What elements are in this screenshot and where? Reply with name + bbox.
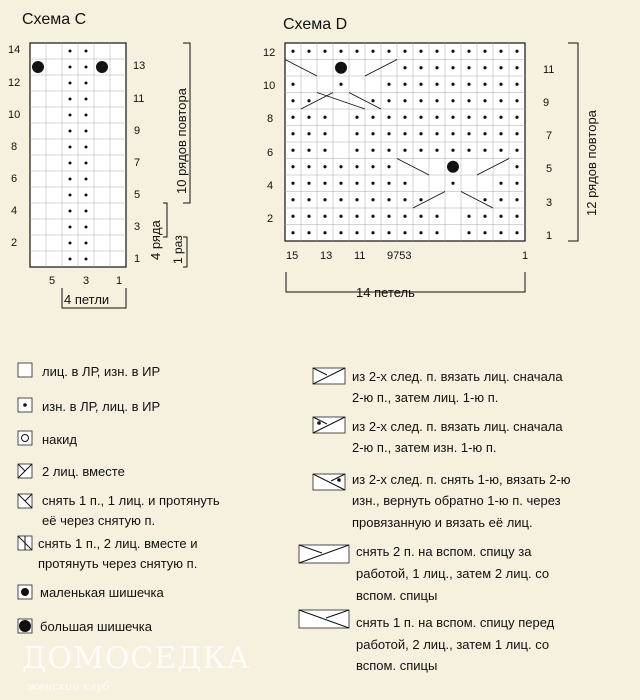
purl-dot xyxy=(291,231,294,234)
stitches-label: 14 петель xyxy=(356,285,415,300)
purl-dot xyxy=(355,198,358,201)
purl-dot xyxy=(387,116,390,119)
purl-dot xyxy=(371,198,374,201)
purl-dot xyxy=(339,83,342,86)
purl-dot xyxy=(339,50,342,53)
column-number: 1 xyxy=(522,250,529,262)
purl-dot xyxy=(371,132,374,135)
cross-knit-icon xyxy=(313,368,345,384)
purl-dot xyxy=(483,231,486,234)
purl-dot xyxy=(499,50,502,53)
purl-dot xyxy=(403,231,406,234)
row-number: 2 xyxy=(267,213,274,225)
purl-dot xyxy=(355,231,358,234)
purl-dot xyxy=(387,50,390,53)
purl-dot xyxy=(403,66,406,69)
purl-dot xyxy=(85,194,88,197)
rows4-label: 4 ряда xyxy=(148,220,163,260)
purl-dot xyxy=(515,149,518,152)
watermark-subtitle: женский клуб xyxy=(26,680,110,693)
purl-dot xyxy=(419,116,422,119)
purl-dot xyxy=(451,66,454,69)
purl-dot xyxy=(451,182,454,185)
purl-dot xyxy=(339,198,342,201)
purl-dot xyxy=(307,50,310,53)
schema-c xyxy=(8,11,190,308)
legend-text: работой, 2 лиц., затем 1 лиц. со xyxy=(356,637,550,652)
row-number: 12 xyxy=(8,77,21,89)
cross-slip-icon xyxy=(313,474,345,490)
purl-dot xyxy=(69,50,72,53)
circle-square-icon xyxy=(18,431,32,445)
row-number: 3 xyxy=(134,221,141,233)
purl-dot xyxy=(355,215,358,218)
schema-c-row-numbers-right xyxy=(133,60,145,265)
purl-dot xyxy=(483,149,486,152)
purl-dot xyxy=(467,132,470,135)
purl-dot xyxy=(387,165,390,168)
purl-dot xyxy=(403,116,406,119)
row-number: 13 xyxy=(133,60,146,72)
watermark xyxy=(22,641,250,693)
purl-dot xyxy=(515,99,518,102)
stitches-label: 4 петли xyxy=(64,292,110,307)
purl-dot xyxy=(69,146,72,149)
purl-dot xyxy=(515,198,518,201)
purl-dot xyxy=(69,242,72,245)
legend-text: лиц. в ЛР, изн. в ИР xyxy=(42,364,161,379)
purl-dot xyxy=(419,215,422,218)
purl-dot xyxy=(403,149,406,152)
purl-dot xyxy=(403,99,406,102)
purl-dot xyxy=(403,198,406,201)
legend-text: большая шишечка xyxy=(40,619,152,634)
purl-dot xyxy=(291,83,294,86)
purl-dot xyxy=(451,132,454,135)
purl-dot xyxy=(483,215,486,218)
purl-dot xyxy=(323,50,326,53)
purl-dot xyxy=(85,130,88,133)
purl-dot xyxy=(69,194,72,197)
purl-dot xyxy=(499,198,502,201)
legend-text: работой, 1 лиц., затем 2 лиц. со xyxy=(356,566,550,581)
row-number: 6 xyxy=(267,147,274,159)
legend-text: снять 1 п., 2 лиц. вместе и xyxy=(38,536,198,551)
purl-dot xyxy=(355,149,358,152)
legend-text: 2 лиц. вместе xyxy=(42,464,125,479)
row-number: 9 xyxy=(134,125,141,137)
legend-text: снять 2 п. на вспом. спицу за xyxy=(356,544,532,559)
purl-dot xyxy=(451,83,454,86)
schema-c-row-numbers-left xyxy=(8,44,20,249)
purl-dot xyxy=(435,215,438,218)
purl-dot xyxy=(483,66,486,69)
purl-dot xyxy=(307,198,310,201)
purl-dot xyxy=(435,149,438,152)
purl-dot xyxy=(69,210,72,213)
schema-d-grid xyxy=(285,43,525,241)
purl-dot xyxy=(291,215,294,218)
purl-dot xyxy=(355,116,358,119)
purl-dot xyxy=(69,258,72,261)
purl-dot xyxy=(85,210,88,213)
purl-dot xyxy=(499,116,502,119)
purl-dot xyxy=(69,66,72,69)
purl-dot xyxy=(387,132,390,135)
purl-dot xyxy=(515,66,518,69)
column-number: 1 xyxy=(116,275,123,287)
purl-dot xyxy=(307,182,310,185)
legend-text: снять 1 п. на вспом. спицу перед xyxy=(356,615,555,630)
purl-dot xyxy=(451,99,454,102)
row-number: 3 xyxy=(546,197,553,209)
purl-dot xyxy=(515,116,518,119)
legend-text: её через снятую п. xyxy=(42,513,156,528)
purl-dot xyxy=(387,99,390,102)
purl-dot xyxy=(403,50,406,53)
purl-dot xyxy=(291,99,294,102)
purl-dot xyxy=(403,132,406,135)
schema-d-title: Схема D xyxy=(283,16,348,33)
purl-dot xyxy=(499,66,502,69)
legend-text: 2-ю п., затем лиц. 1-ю п. xyxy=(352,390,499,405)
purl-dot xyxy=(69,226,72,229)
purl-dot xyxy=(339,215,342,218)
column-number: 15 xyxy=(286,250,299,262)
dot-square-icon xyxy=(18,398,32,412)
purl-dot xyxy=(291,50,294,53)
large-bobble xyxy=(96,61,108,73)
purl-dot xyxy=(387,149,390,152)
purl-dot xyxy=(371,231,374,234)
purl-dot xyxy=(323,198,326,201)
row-number: 4 xyxy=(11,205,18,217)
column-number: 3 xyxy=(83,275,90,287)
purl-dot xyxy=(85,50,88,53)
purl-dot xyxy=(467,231,470,234)
schema-d-row-numbers-left xyxy=(263,47,275,225)
purl-dot xyxy=(483,50,486,53)
schema-c-column-numbers xyxy=(49,275,122,287)
purl-dot xyxy=(291,149,294,152)
purl-dot xyxy=(419,149,422,152)
cable-2-1-back-icon xyxy=(299,545,349,563)
purl-dot xyxy=(291,116,294,119)
legend-text: маленькая шишечка xyxy=(40,585,164,600)
purl-dot xyxy=(483,116,486,119)
purl-dot xyxy=(291,198,294,201)
purl-dot xyxy=(483,132,486,135)
purl-dot xyxy=(451,149,454,152)
watermark-title: ДОМОСЕДКА xyxy=(22,641,251,676)
purl-dot xyxy=(435,83,438,86)
purl-dot xyxy=(69,114,72,117)
purl-dot xyxy=(435,50,438,53)
purl-dot xyxy=(323,132,326,135)
purl-dot xyxy=(371,149,374,152)
purl-dot xyxy=(307,165,310,168)
schema-d xyxy=(263,16,599,300)
small-bobble-icon xyxy=(18,585,32,599)
purl-dot xyxy=(403,182,406,185)
purl-dot xyxy=(339,231,342,234)
purl-dot xyxy=(435,132,438,135)
row-number: 2 xyxy=(11,237,18,249)
schema-d-column-numbers xyxy=(286,250,528,262)
purl-dot xyxy=(85,242,88,245)
purl-dot xyxy=(323,215,326,218)
purl-dot xyxy=(419,83,422,86)
row-number: 8 xyxy=(267,113,274,125)
row-number: 5 xyxy=(134,189,141,201)
rows4-bracket xyxy=(163,203,167,237)
purl-dot xyxy=(499,99,502,102)
legend-text: снять 1 п., 1 лиц. и протянуть xyxy=(42,493,220,508)
purl-dot xyxy=(451,50,454,53)
legend-text: изн. в ЛР, лиц. в ИР xyxy=(42,399,161,414)
purl-dot xyxy=(355,165,358,168)
purl-dot xyxy=(419,132,422,135)
legend xyxy=(18,363,571,673)
column-number: 13 xyxy=(320,250,333,262)
purl-dot xyxy=(499,132,502,135)
row-number: 12 xyxy=(263,47,276,59)
purl-dot xyxy=(355,132,358,135)
purl-dot xyxy=(435,66,438,69)
row-number: 14 xyxy=(8,44,21,56)
row-number: 10 xyxy=(263,80,276,92)
purl-dot xyxy=(467,149,470,152)
large-bobble xyxy=(447,161,459,173)
purl-dot xyxy=(371,182,374,185)
purl-dot xyxy=(85,178,88,181)
purl-dot xyxy=(85,146,88,149)
legend-text: из 2-х след. п. вязать лиц. сначала xyxy=(352,369,563,384)
purl-dot xyxy=(69,162,72,165)
purl-dot xyxy=(323,231,326,234)
purl-dot xyxy=(387,182,390,185)
purl-dot xyxy=(387,231,390,234)
purl-dot xyxy=(499,149,502,152)
purl-dot xyxy=(451,116,454,119)
legend-text: накид xyxy=(42,432,77,447)
row-number: 7 xyxy=(134,157,141,169)
purl-dot xyxy=(291,132,294,135)
purl-dot xyxy=(387,83,390,86)
row-number: 1 xyxy=(546,230,553,242)
purl-dot xyxy=(515,50,518,53)
purl-dot xyxy=(339,165,342,168)
purl-dot xyxy=(371,50,374,53)
purl-dot xyxy=(467,83,470,86)
row-number: 11 xyxy=(133,93,145,105)
cable-1-2-front-icon xyxy=(299,610,349,628)
schema-d-row-numbers-right xyxy=(543,64,554,242)
purl-dot xyxy=(467,215,470,218)
column-number: 5 xyxy=(49,275,56,287)
k2tog-icon xyxy=(18,464,32,478)
empty-square-icon xyxy=(18,363,32,377)
purl-dot xyxy=(387,198,390,201)
purl-dot xyxy=(69,178,72,181)
purl-dot xyxy=(355,50,358,53)
purl-dot xyxy=(307,149,310,152)
purl-dot xyxy=(307,215,310,218)
purl-dot xyxy=(291,165,294,168)
purl-dot xyxy=(371,116,374,119)
purl-dot xyxy=(85,114,88,117)
schema-c-grid xyxy=(30,43,126,267)
legend-text: 2-ю п., затем изн. 1-ю п. xyxy=(352,440,497,455)
purl-dot xyxy=(483,83,486,86)
schema-c-title: Схема С xyxy=(22,11,87,28)
legend-text: вспом. спицы xyxy=(356,658,438,673)
purl-dot xyxy=(85,82,88,85)
purl-dot xyxy=(307,99,310,102)
purl-dot xyxy=(323,149,326,152)
purl-dot xyxy=(403,83,406,86)
purl-dot xyxy=(435,231,438,234)
purl-dot xyxy=(419,198,422,201)
purl-dot xyxy=(69,82,72,85)
large-bobble xyxy=(335,62,347,74)
purl-dot xyxy=(467,66,470,69)
purl-dot xyxy=(371,215,374,218)
purl-dot xyxy=(499,215,502,218)
once-label: 1 раз xyxy=(171,235,185,264)
purl-dot xyxy=(69,98,72,101)
purl-dot xyxy=(291,182,294,185)
repeat-label: 10 рядов повтора xyxy=(174,88,189,194)
sk2po-icon xyxy=(18,536,32,550)
purl-dot xyxy=(323,182,326,185)
row-number: 5 xyxy=(546,163,553,175)
purl-dot xyxy=(435,116,438,119)
purl-dot xyxy=(467,99,470,102)
purl-dot xyxy=(323,165,326,168)
purl-dot xyxy=(307,132,310,135)
row-number: 9 xyxy=(543,97,550,109)
purl-dot xyxy=(467,50,470,53)
purl-dot xyxy=(419,50,422,53)
purl-dot xyxy=(467,116,470,119)
skpo-icon xyxy=(18,494,32,508)
purl-dot xyxy=(371,99,374,102)
column-number: 11 xyxy=(354,250,366,262)
purl-dot xyxy=(435,99,438,102)
purl-dot xyxy=(515,132,518,135)
row-number: 8 xyxy=(11,141,18,153)
purl-dot xyxy=(499,83,502,86)
purl-dot xyxy=(483,198,486,201)
purl-dot xyxy=(69,130,72,133)
purl-dot xyxy=(515,83,518,86)
purl-dot xyxy=(85,66,88,69)
large-bobble xyxy=(32,61,44,73)
purl-dot xyxy=(483,99,486,102)
row-number: 11 xyxy=(543,64,555,76)
purl-dot xyxy=(85,162,88,165)
cross-purl-icon xyxy=(313,417,345,433)
purl-dot xyxy=(371,165,374,168)
row-number: 6 xyxy=(11,173,18,185)
row-number: 10 xyxy=(8,109,21,121)
purl-dot xyxy=(355,182,358,185)
legend-text: провязанную и вязать её лиц. xyxy=(352,515,533,530)
legend-text: вспом. спицы xyxy=(356,588,438,603)
purl-dot xyxy=(403,215,406,218)
row-number: 1 xyxy=(134,253,141,265)
purl-dot xyxy=(419,99,422,102)
purl-dot xyxy=(307,116,310,119)
purl-dot xyxy=(85,98,88,101)
purl-dot xyxy=(323,116,326,119)
purl-dot xyxy=(515,182,518,185)
column-number: 9753 xyxy=(387,250,412,262)
purl-dot xyxy=(419,231,422,234)
repeat-label: 12 рядов повтора xyxy=(584,110,599,216)
purl-dot xyxy=(515,215,518,218)
purl-dot xyxy=(499,231,502,234)
purl-dot xyxy=(419,66,422,69)
repeat-bracket xyxy=(568,43,578,241)
row-number: 7 xyxy=(546,130,553,142)
purl-dot xyxy=(307,231,310,234)
purl-dot xyxy=(515,231,518,234)
legend-text: изн., вернуть обратно 1-ю п. через xyxy=(352,493,561,508)
legend-text: из 2-х след. п. снять 1-ю, вязать 2-ю xyxy=(352,472,571,487)
purl-dot xyxy=(85,258,88,261)
purl-dot xyxy=(387,215,390,218)
large-bobble-icon xyxy=(18,619,32,633)
purl-dot xyxy=(499,182,502,185)
purl-dot xyxy=(85,226,88,229)
purl-dot xyxy=(339,182,342,185)
legend-text: протянуть через снятую п. xyxy=(38,556,198,571)
row-number: 4 xyxy=(267,180,274,192)
purl-dot xyxy=(515,165,518,168)
legend-text: из 2-х след. п. вязать лиц. сначала xyxy=(352,419,563,434)
